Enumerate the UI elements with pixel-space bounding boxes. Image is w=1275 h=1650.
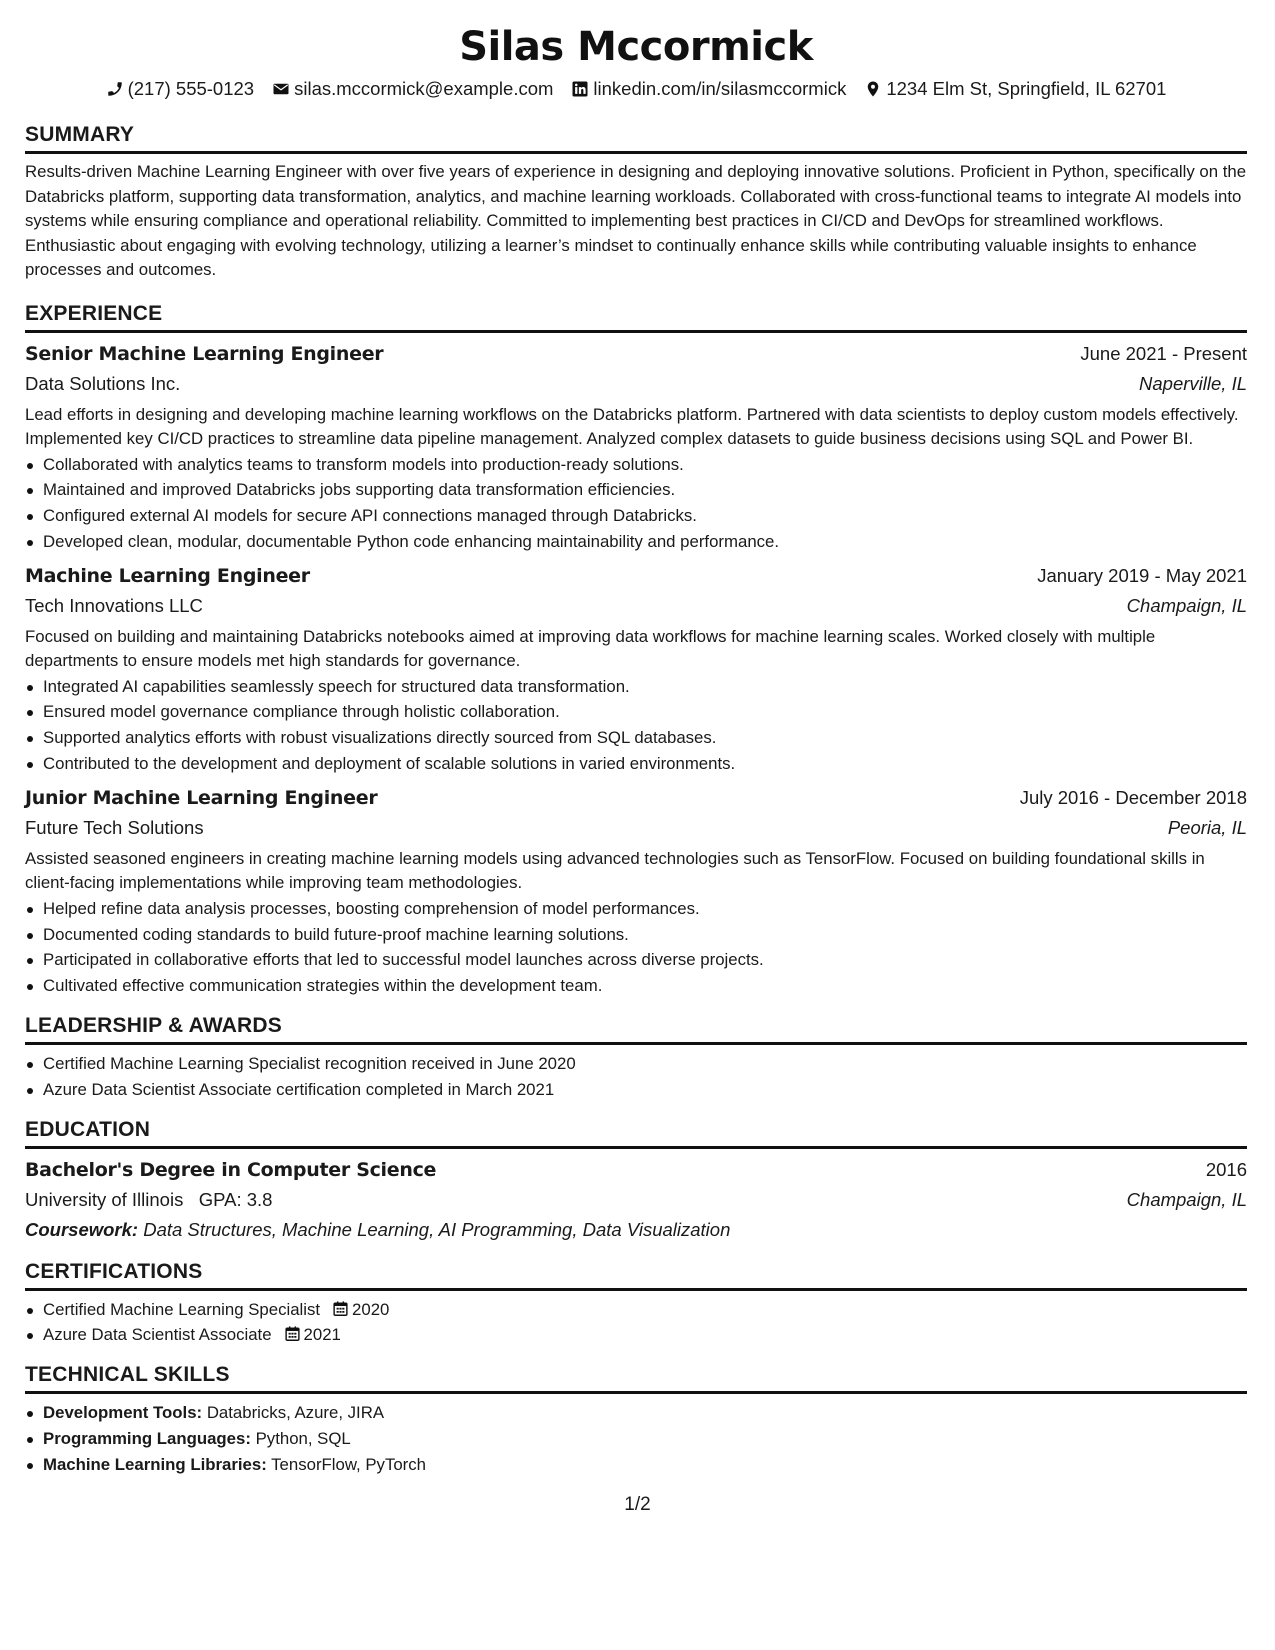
job-company: Tech Innovations LLC [25,594,203,616]
job-entry [25,339,1247,555]
coursework-label: Coursework: [25,1218,139,1240]
list-item: Contributed to the development and deployment of scalable solutions in varied environments. [25,751,1247,777]
job-dates: June 2021 - Present [1080,342,1247,364]
linkedin-link[interactable]: linkedin.com/in/silasmccormick [593,78,847,99]
phone-icon [106,80,124,98]
skill-value: Databricks, Azure, JIRA [206,1403,385,1423]
list-item: Developed clean, modular, documentable Python code enhancing maintainability and performance. [25,529,1247,555]
experience-section [25,301,1247,1000]
job-dates: July 2016 - December 2018 [1019,786,1247,808]
list-item [25,1297,1247,1323]
education-heading: EDUCATION [25,1117,1247,1149]
summary-section [25,122,1247,283]
contact-bar [25,76,1247,102]
list-item: Integrated AI capabilities seamlessly speech for structured data transformation. [25,674,1247,700]
contact-linkedin[interactable] [571,78,846,100]
skills-section [25,1362,1247,1477]
certification-year: 2021 [303,1325,341,1345]
skill-label: Machine Learning Libraries: [43,1454,267,1474]
list-item: Helped refine data analysis processes, boosting comprehension of model performances. [25,896,1247,922]
certifications-heading: CERTIFICATIONS [25,1259,1247,1291]
list-item [25,1426,1247,1452]
contact-phone [106,78,255,100]
list-item: Participated in collaborative efforts that led to successful model launches across diverse projects. [25,947,1247,973]
resume-page [25,22,1247,1478]
job-title: Senior Machine Learning Engineer [25,342,384,365]
job-dates: January 2019 - May 2021 [1037,564,1247,586]
email-link[interactable]: silas.mccormick@example.com [294,78,554,99]
skill-value: TensorFlow, PyTorch [271,1454,426,1474]
job-location: Naperville, IL [1139,372,1247,394]
summary-text: Results-driven Machine Learning Engineer with over five years of experience in designing and deploying innovative solutions. Proficient in Python, specifically on the Databricks platform, supporting data transformation, analytics, and machine learning workloads. Collaborated with cross-functional teams to integrate AI models into systems while ensuring compliance and operational reliability. Committed to implementing best practices in CI/CD and DevOps for streamlined workflows. Enthusiastic about engaging with evolving technology, utilizing a learner’s mindset to continually enhance skills while contributing valuable insights to enhance processes and outcomes. [25,162,1247,279]
list-item: Azure Data Scientist Associate certification completed in March 2021 [25,1077,1247,1103]
school-line [25,1185,272,1215]
page-number: 1/2 [624,1494,651,1515]
job-location: Champaign, IL [1126,594,1247,616]
job-bullets [25,674,1247,777]
envelope-icon [272,80,290,98]
address-text: 1234 Elm St, Springfield, IL 62701 [886,78,1167,99]
list-item [25,1400,1247,1426]
list-item [25,1452,1247,1478]
job-company: Future Tech Solutions [25,816,204,838]
certification-year: 2020 [352,1299,390,1319]
certification-name: Certified Machine Learning Specialist [43,1299,321,1319]
job-bullets [25,896,1247,999]
leadership-section [25,1013,1247,1103]
list-item: Supported analytics efforts with robust visualizations directly sourced from SQL databases. [25,725,1247,751]
job-bullets [25,452,1247,555]
list-item [25,1322,1247,1348]
coursework-list: Data Structures, Machine Learning, AI Programming, Data Visualization [143,1218,731,1240]
list-item: Collaborated with analytics teams to transform models into production-ready solutions. [25,452,1247,478]
map-pin-icon [864,80,882,98]
education-section [25,1117,1247,1245]
job-entry [25,561,1247,777]
calendar-icon [332,1300,349,1317]
gpa: GPA: 3.8 [198,1188,273,1210]
skills-heading: TECHNICAL SKILLS [25,1362,1247,1394]
experience-heading: EXPERIENCE [25,301,1247,333]
list-item: Certified Machine Learning Specialist recognition received in June 2020 [25,1051,1247,1077]
certification-name: Azure Data Scientist Associate [43,1325,272,1345]
job-description: Focused on building and maintaining Databricks notebooks aimed at improving data workflows for machine learning scales. Worked closely with multiple departments to ensure models met high standards for governance. [25,626,1156,670]
summary-heading: SUMMARY [25,122,1247,154]
leadership-heading: LEADERSHIP & AWARDS [25,1013,1247,1045]
job-location: Peoria, IL [1167,816,1247,838]
contact-email[interactable] [272,78,553,100]
candidate-name: Silas Mccormick [459,24,813,70]
list-item: Documented coding standards to build future-proof machine learning solutions. [25,922,1247,948]
school-location: Champaign, IL [1126,1188,1247,1210]
job-description: Assisted seasoned engineers in creating machine learning models using advanced technologies such as TensorFlow. Focused on building foundational skills in client-facing implementations while improving team methodologies. [25,848,1205,892]
job-entry [25,783,1247,999]
list-item: Configured external AI models for secure API connections managed through Databricks. [25,503,1247,529]
school-name: University of Illinois [25,1188,184,1210]
list-item: Maintained and improved Databricks jobs supporting data transformation efficiencies. [25,477,1247,503]
graduation-year: 2016 [1205,1158,1247,1180]
job-title: Machine Learning Engineer [25,564,310,587]
contact-address [864,78,1166,100]
certifications-list [25,1297,1247,1349]
calendar-icon [284,1325,301,1342]
skill-label: Programming Languages: [43,1429,251,1449]
certifications-section [25,1259,1247,1349]
coursework [25,1215,1247,1245]
skills-list [25,1400,1247,1477]
degree-title: Bachelor's Degree in Computer Science [25,1158,437,1181]
job-title: Junior Machine Learning Engineer [25,786,378,809]
list-item: Cultivated effective communication strategies within the development team. [25,973,1247,999]
list-item: Ensured model governance compliance through holistic collaboration. [25,699,1247,725]
phone-text: (217) 555-0123 [127,78,255,99]
job-company: Data Solutions Inc. [25,372,181,394]
linkedin-icon [571,80,589,98]
job-description: Lead efforts in designing and developing machine learning workflows on the Databricks platform. Partnered with data scientists to deploy custom models effectively. Implemented key CI/CD practices to streamline data pipeline management. Analyzed complex datasets to guide business decisions using SQL and Power BI. [25,404,1239,448]
skill-value: Python, SQL [255,1429,351,1449]
skill-label: Development Tools: [43,1403,203,1423]
leadership-list [25,1051,1247,1103]
